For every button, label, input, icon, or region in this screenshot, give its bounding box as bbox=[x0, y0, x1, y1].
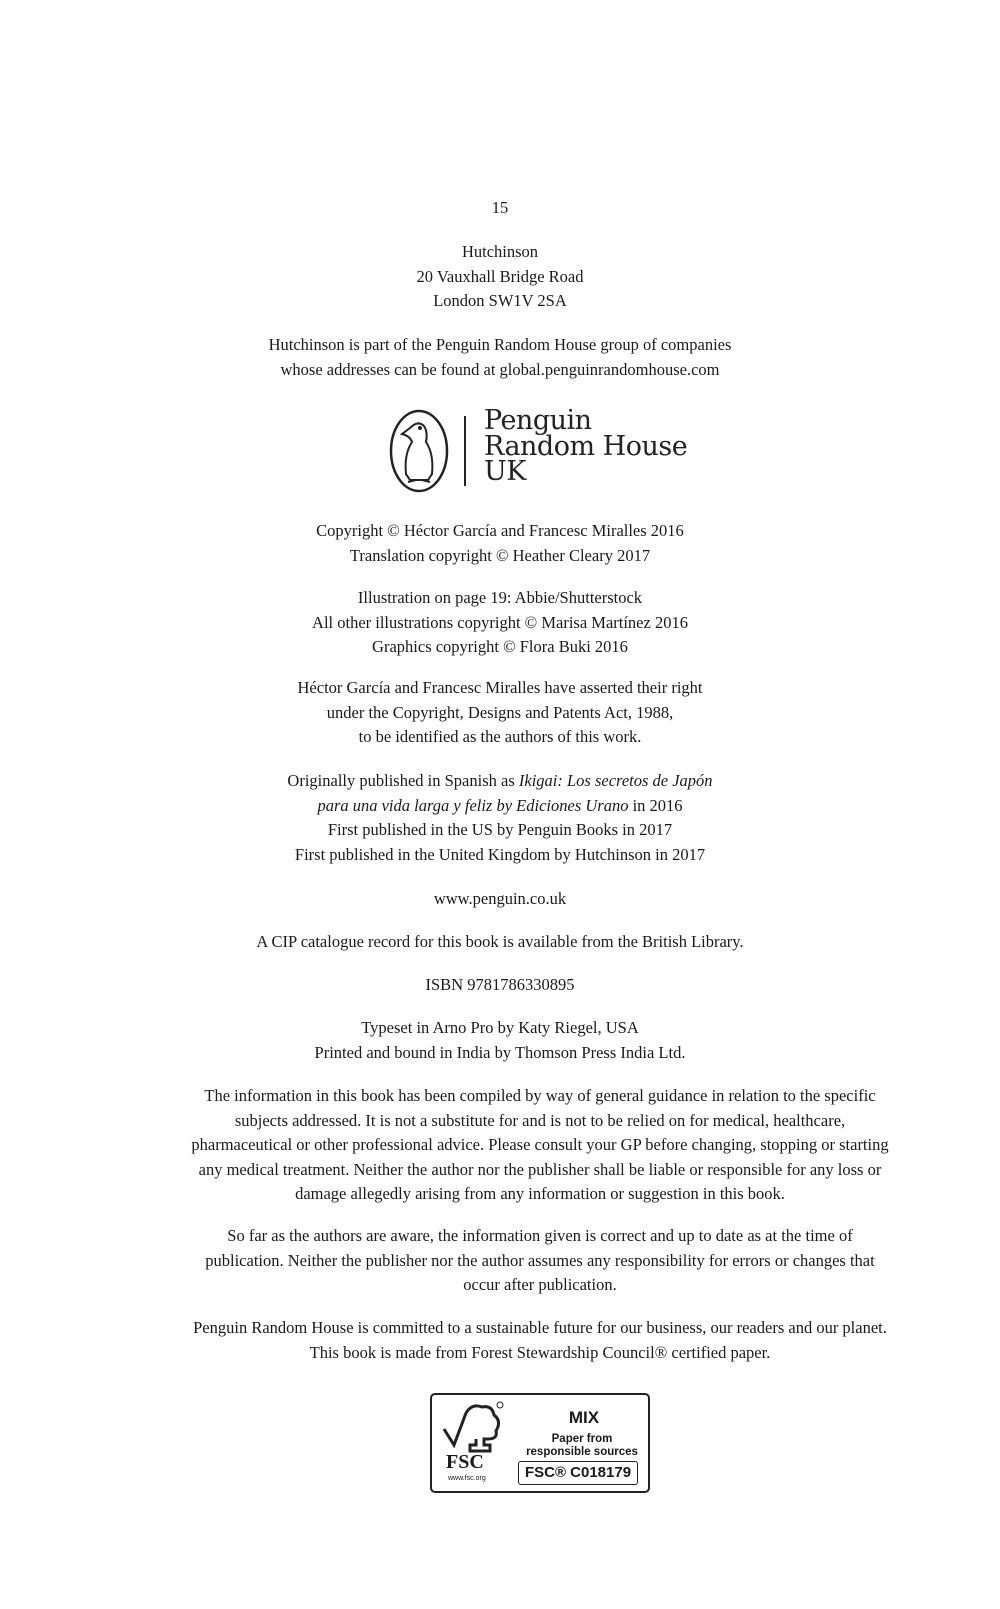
isbn: ISBN 9781786330895 bbox=[425, 975, 575, 994]
publication-history: Originally published in Spanish as Ikigai: Los secretos de Japón para una vida larga y feliz by Ediciones Urano in 2016 First published in the US by Penguin Books in 2017 First published in the United Kingdom by Hutchinson in 2017 bbox=[287, 771, 713, 864]
logo-divider bbox=[464, 416, 466, 486]
penguin-random-house-logo: Penguin Random House UK bbox=[388, 408, 688, 498]
group-note: Hutchinson is part of the Penguin Random House group of companies whose addresses can be found at global.penguinrandomhouse.com bbox=[268, 335, 732, 379]
cip-record: A CIP catalogue record for this book is available from the British Library. bbox=[256, 932, 744, 951]
typeset-printing: Typeset in Arno Pro by Katy Riegel, USA Printed and bound in India by Thomson Press India Ltd. bbox=[314, 1018, 686, 1062]
publisher-address: Hutchinson 20 Vauxhall Bridge Road London SW1V 2SA bbox=[416, 242, 584, 310]
penguin-icon bbox=[388, 408, 450, 494]
fsc-code: FSC® C018179 bbox=[518, 1461, 638, 1485]
disclaimer: The information in this book has been compiled by way of general guidance in relation to the specific subjects addressed. It is not a substitute for and is not to be relied on for medical, healthcare, pharmaceutical or other professional advice. Please consult your GP before changing, stopping or starting any medical treatment. Neither the author nor the publisher shall be liable or responsible for any loss or damage allegedly arising from any information or suggestion in this book. bbox=[191, 1086, 889, 1203]
fsc-tree-icon bbox=[440, 1399, 510, 1455]
accuracy-note: So far as the authors are aware, the information given is correct and up to date as at the time of publication. Neither the publisher nor the author assumes any responsibility for errors or changes that occur after publication. bbox=[205, 1226, 875, 1294]
copyright-block: Copyright © Héctor García and Francesc Miralles 2016 Translation copyright © Heather Cleary 2017 bbox=[316, 521, 684, 565]
sustainability-note: Penguin Random House is committed to a sustainable future for our business, our readers and our planet. This book is made from Forest Stewardship Council® certified paper. bbox=[193, 1318, 887, 1362]
illustrations-credits: Illustration on page 19: Abbie/Shutterstock All other illustrations copyright © Marisa Martínez 2016 Graphics copyright © Flora Buki 2016 bbox=[312, 588, 688, 656]
page-number: 15 bbox=[491, 198, 509, 217]
website-link[interactable]: www.penguin.co.uk bbox=[433, 889, 567, 908]
moral-rights: Héctor García and Francesc Miralles have asserted their right under the Copyright, Designs and Patents Act, 1988, to be identified as the authors of this work. bbox=[297, 678, 703, 746]
fsc-label: FSC www.fsc.org MIX Paper from responsible sources FSC® C018179 bbox=[430, 1393, 650, 1493]
